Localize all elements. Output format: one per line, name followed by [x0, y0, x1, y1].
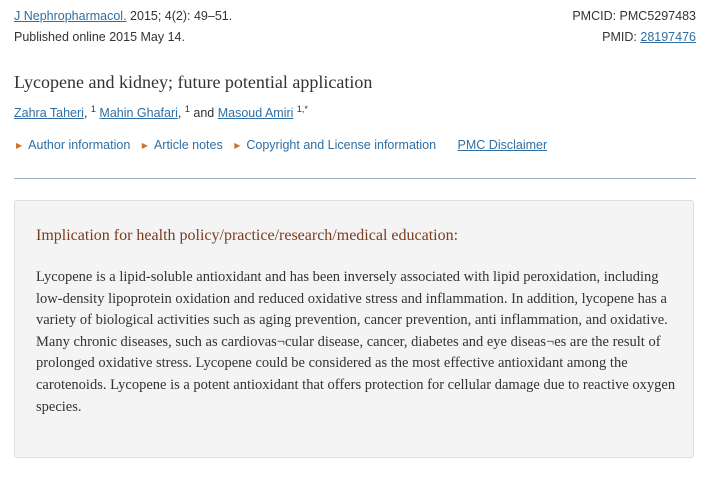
implication-box	[14, 200, 694, 458]
article-notes-toggle[interactable]	[142, 138, 223, 152]
implication-text: Lycopene is a lipid-soluble antioxidant and has been inversely associated with lipid peroxidation, including low-density lipoprotein oxidation and reduced oxidative stress and inflammation. In addition, lycopene has a variety of biological activities such as aging prevention, cancer prevention, anti inflammation, and oxidative. Many chronic diseases, such as cardiovas¬cular disease, cancer, diabetes and eye diseas¬es are the result of prolonged oxidative stress. Lycopene could be considered as the most effective antioxidant among the carotenoids. Lycopene is a potent antioxidant that offers protection for cellular damage due to reactive oxygen species.	[36, 269, 676, 415]
copyright-label: Copyright and License information	[246, 138, 437, 152]
copyright-toggle[interactable]	[234, 138, 436, 152]
triangle-right-icon: ▶	[141, 141, 148, 150]
published-date: Published online 2015 May 14.	[14, 30, 185, 44]
author-affiliation: 1,*	[296, 104, 308, 114]
pmcid: PMCID: PMC5297483	[572, 9, 696, 23]
pmid	[602, 30, 696, 44]
author-separator: ,	[83, 106, 91, 120]
author-affiliation: 1	[90, 104, 96, 114]
author-information-label: Author information	[28, 138, 131, 152]
triangle-right-icon: ▶	[16, 141, 23, 150]
author-link[interactable]: Zahra Taheri	[14, 106, 84, 120]
citation-details: 2015; 4(2): 49–51.	[126, 9, 233, 23]
author-affiliation: 1	[184, 104, 190, 114]
divider	[14, 178, 696, 179]
citation	[14, 9, 232, 23]
article-title: Lycopene and kidney; future potential application	[14, 72, 373, 92]
author-link[interactable]: Masoud Amiri	[217, 106, 294, 120]
author-separator: ,	[177, 106, 185, 120]
journal-link[interactable]: J Nephropharmacol.	[14, 9, 127, 23]
pmc-disclaimer-link[interactable]: PMC Disclaimer	[457, 138, 548, 152]
author-separator: and	[189, 106, 218, 120]
author-link[interactable]: Mahin Ghafari	[99, 106, 178, 120]
author-information-toggle[interactable]	[16, 138, 130, 152]
implication-heading: Implication for health policy/practice/research/medical education:	[36, 227, 459, 244]
article-notes-label: Article notes	[153, 138, 223, 152]
article-info-links	[16, 138, 547, 152]
triangle-right-icon: ▶	[234, 141, 241, 150]
pmid-label: PMID:	[602, 30, 641, 44]
pmid-link[interactable]: 28197476	[640, 30, 696, 44]
author-list	[14, 106, 308, 120]
